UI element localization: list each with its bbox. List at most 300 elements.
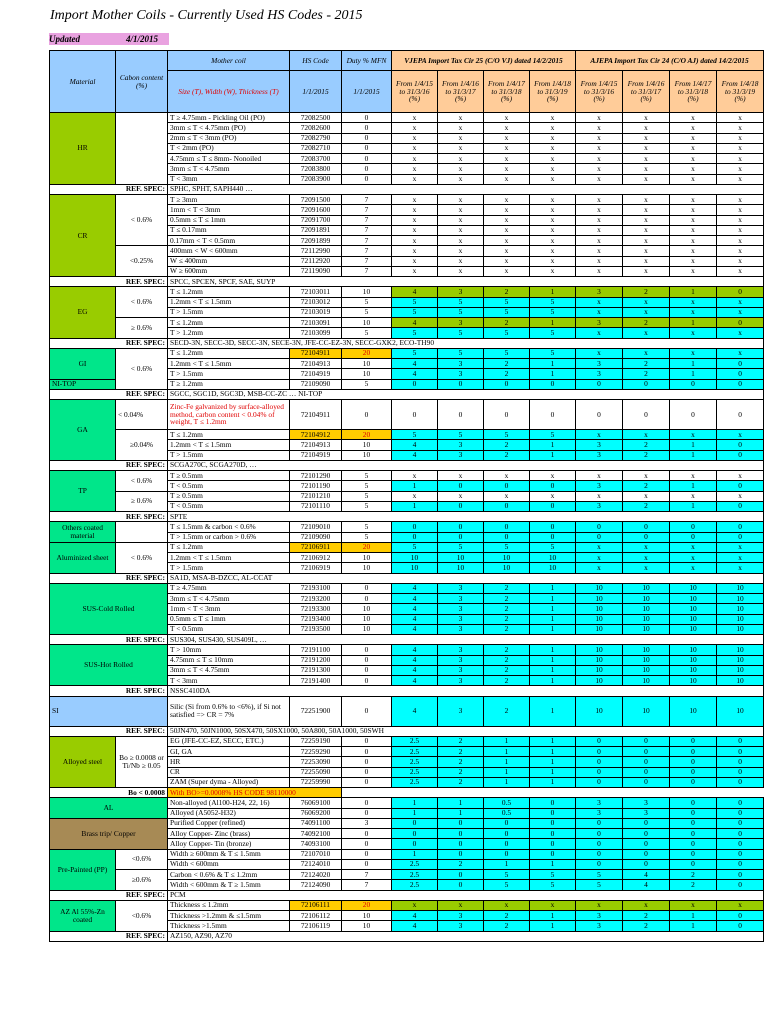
table-cell: x (576, 256, 623, 266)
table-cell: x (530, 266, 576, 276)
table-cell: 0 (530, 798, 576, 808)
table-cell: 4 (392, 604, 438, 614)
table-cell: x (623, 154, 670, 164)
table-cell: 10 (342, 369, 392, 379)
ref-spec-row (50, 635, 764, 645)
table-cell: 72109090 (290, 532, 342, 542)
table-cell: 7 (342, 215, 392, 225)
table-cell: x (670, 297, 717, 307)
table-cell: 5 (342, 481, 392, 491)
table-cell: x (623, 133, 670, 143)
table-cell: AZ150, AZ90, AZ70 (168, 931, 764, 941)
table-cell: x (717, 553, 764, 563)
table-cell: 0 (484, 400, 530, 430)
table-cell: 0 (342, 133, 392, 143)
updated-date: 4/1/2015 (126, 34, 159, 44)
ref-spec-row (50, 512, 764, 522)
ref-spec-label: REF. SPEC: (50, 890, 168, 900)
table-cell: 72259190 (290, 736, 342, 746)
group-cell: ≥ 0.6% (116, 318, 168, 339)
table-cell: 0 (717, 450, 764, 460)
table-cell: 3mm ≤ T < 4.75mm (168, 164, 290, 174)
table-cell: 1 (670, 921, 717, 931)
table-cell: 5 (342, 501, 392, 511)
table-cell: 0 (342, 143, 392, 153)
table-cell: 4.75mm ≤ T ≤ 8mm- Nonoiled (168, 154, 290, 164)
table-cell: 72193100 (290, 583, 342, 593)
table-cell: 72082500 (290, 113, 342, 123)
table-cell: 5 (438, 542, 484, 552)
ref-spec-row (50, 726, 764, 736)
table-cell: 5 (342, 328, 392, 338)
table-cell: 0 (717, 911, 764, 921)
table-cell: 2 (484, 676, 530, 686)
table-cell: 72112920 (290, 256, 342, 266)
table-cell: x (670, 164, 717, 174)
table-cell: 3 (576, 501, 623, 511)
table-cell: 2 (484, 665, 530, 675)
table-cell: 10 (623, 645, 670, 655)
table-cell: 72106919 (290, 563, 342, 573)
header-vjepa: VJEPA Import Tax Cir 25 (C/O VJ) dated 14/2/2015 (392, 51, 576, 71)
table-cell: x (623, 236, 670, 246)
table-cell: 2 (623, 450, 670, 460)
table-cell: 3 (438, 655, 484, 665)
table-cell: x (530, 205, 576, 215)
table-cell: T < 2mm (PO) (168, 143, 290, 153)
table-cell: x (623, 563, 670, 573)
table-cell: 0 (484, 522, 530, 532)
table-cell: x (530, 154, 576, 164)
table-cell: 2 (623, 440, 670, 450)
table-cell: 3 (438, 359, 484, 369)
table-cell: x (576, 154, 623, 164)
table-cell: 0 (342, 859, 392, 869)
table-cell: 1 (670, 369, 717, 379)
table-cell: 72109090 (290, 379, 342, 389)
table-cell: 1 (530, 777, 576, 787)
table-cell: 0 (342, 583, 392, 593)
header-duty: Duty % MFN (342, 51, 392, 71)
table-cell: 7 (342, 880, 392, 890)
table-cell: 1 (392, 849, 438, 859)
table-cell: 0 (623, 859, 670, 869)
table-cell: x (530, 246, 576, 256)
table-cell: 5 (484, 542, 530, 552)
table-cell: x (623, 553, 670, 563)
group-cell: Alloyed steel (50, 736, 116, 787)
table-cell: x (670, 256, 717, 266)
table-cell: x (576, 430, 623, 440)
table-cell: 1 (484, 777, 530, 787)
table-cell: 2 (484, 645, 530, 655)
table-cell: x (576, 471, 623, 481)
table-cell: 5 (530, 297, 576, 307)
table-cell: 10 (392, 553, 438, 563)
table-row (50, 645, 764, 655)
table-cell: 1 (670, 911, 717, 921)
table-cell: 0 (342, 174, 392, 184)
table-cell: x (717, 348, 764, 358)
table-cell: 0 (576, 757, 623, 767)
table-cell: x (717, 113, 764, 123)
table-cell: x (484, 123, 530, 133)
table-cell: x (717, 563, 764, 573)
table-cell: x (530, 225, 576, 235)
table-cell: x (576, 164, 623, 174)
table-cell: 0 (717, 736, 764, 746)
table-cell: x (717, 123, 764, 133)
table-cell: 72103012 (290, 297, 342, 307)
group-cell: < 0.6% (116, 471, 168, 492)
table-cell: T ≤ 1.2mm (168, 287, 290, 297)
table-cell: 2.5 (392, 870, 438, 880)
table-cell: x (438, 123, 484, 133)
table-cell: 1 (530, 624, 576, 634)
table-cell: x (484, 225, 530, 235)
table-cell: x (717, 430, 764, 440)
table-cell: 0 (670, 839, 717, 849)
table-cell: 10 (623, 604, 670, 614)
table-cell: x (484, 174, 530, 184)
table-cell: x (484, 256, 530, 266)
group-cell: TP (50, 471, 116, 512)
table-cell: 72109010 (290, 522, 342, 532)
table-cell: 72107010 (290, 849, 342, 859)
table-cell: 0 (623, 767, 670, 777)
table-cell: 1 (530, 440, 576, 450)
table-cell: 4.75mm ≤ T ≤ 10mm (168, 655, 290, 665)
table-cell: 10 (623, 614, 670, 624)
table-cell: x (623, 297, 670, 307)
group-cell: <0.6% (116, 849, 168, 870)
table-cell: 5 (530, 542, 576, 552)
table-cell: x (670, 348, 717, 358)
table-cell: x (670, 154, 717, 164)
group-cell: Brass trip/ Copper (50, 818, 168, 849)
table-cell: 5 (530, 328, 576, 338)
table-cell: 2 (484, 318, 530, 328)
table-row (50, 522, 764, 532)
table-cell: x (392, 195, 438, 205)
table-cell: x (623, 491, 670, 501)
table-cell: 3 (576, 287, 623, 297)
table-cell: 4 (392, 440, 438, 450)
table-cell: 5 (392, 297, 438, 307)
table-cell: 4 (392, 921, 438, 931)
table-cell: x (670, 328, 717, 338)
table-cell: 3 (438, 318, 484, 328)
table-cell: 1 (670, 287, 717, 297)
table-cell: 2 (484, 450, 530, 460)
table-cell: 1mm < T < 3mm (168, 205, 290, 215)
group-cell: <0.6% (116, 900, 168, 931)
table-cell: 0 (717, 808, 764, 818)
ref-spec-label: REF. SPEC: (50, 726, 168, 736)
table-cell: Width ≥ 600mm & T ≤ 1.5mm (168, 849, 290, 859)
table-cell: x (576, 113, 623, 123)
table-cell: 3 (438, 911, 484, 921)
table-cell: T ≤ 1.2mm (168, 318, 290, 328)
table-cell: 0 (530, 379, 576, 389)
table-cell: < 0.04% (116, 400, 168, 430)
table-cell: x (392, 113, 438, 123)
table-cell: 5 (530, 430, 576, 440)
table-cell: 5 (484, 430, 530, 440)
table-cell: 0 (576, 849, 623, 859)
table-cell: 72091899 (290, 236, 342, 246)
table-cell: 0.5mm ≤ T ≤ 1mm (168, 215, 290, 225)
table-cell: Thickness ≤ 1.2mm (168, 900, 290, 910)
table-cell: 5 (438, 328, 484, 338)
table-cell: SPTE (168, 512, 764, 522)
table-cell: x (438, 471, 484, 481)
table-cell: 0 (438, 522, 484, 532)
table-cell: 5 (342, 522, 392, 532)
header-size-note: Size (T), Width (W), Thickness (T) (168, 71, 290, 113)
table-cell: x (623, 266, 670, 276)
table-cell: x (392, 236, 438, 246)
table-cell: 0 (342, 747, 392, 757)
table-cell: 0 (717, 829, 764, 839)
table-cell: 72124020 (290, 870, 342, 880)
table-cell: 0 (670, 818, 717, 828)
table-cell: x (438, 164, 484, 174)
header-hs-code: HS Code (290, 51, 342, 71)
table-cell: 0 (717, 400, 764, 430)
table-cell: 0 (484, 818, 530, 828)
table-cell: 0 (670, 798, 717, 808)
table-cell: 0 (530, 849, 576, 859)
group-cell: SUS-Hot Rolled (50, 645, 168, 686)
table-cell: x (392, 164, 438, 174)
table-cell: 5 (530, 307, 576, 317)
table-cell: 1 (530, 450, 576, 460)
group-cell: GA (50, 400, 116, 461)
table-cell: 50JN470, 50JN1000, 50SX470, 50SX1000, 50A800, 50A1000, 50SWH (168, 726, 764, 736)
header-period-8: From 1/4/18 to 31/3/19 (%) (717, 71, 764, 113)
table-cell: Thickness >1.5mm (168, 921, 290, 931)
table-cell: x (438, 491, 484, 501)
table-cell: x (576, 236, 623, 246)
table-cell: x (392, 246, 438, 256)
table-cell: x (576, 246, 623, 256)
table-cell: x (670, 266, 717, 276)
table-cell: x (576, 143, 623, 153)
table-cell: 0 (576, 818, 623, 828)
table-cell: 4 (392, 583, 438, 593)
table-cell: x (484, 164, 530, 174)
table-cell: 7 (342, 870, 392, 880)
table-cell: 0 (484, 379, 530, 389)
table-cell: 10 (576, 594, 623, 604)
table-cell: x (530, 174, 576, 184)
table-cell: T ≥ 4.75mm (168, 583, 290, 593)
table-cell: 4 (392, 369, 438, 379)
table-cell: 5 (392, 348, 438, 358)
table-cell: 0 (670, 379, 717, 389)
group-cell: Pre-Painted (PP) (50, 849, 116, 890)
table-cell: 5 (392, 328, 438, 338)
table-row (50, 736, 764, 746)
table-cell: x (670, 195, 717, 205)
table-cell: 1 (530, 594, 576, 604)
table-cell: x (392, 174, 438, 184)
table-cell: 1 (484, 767, 530, 777)
table-cell: 0 (484, 481, 530, 491)
table-cell: 0 (342, 164, 392, 174)
table-cell: 0 (717, 798, 764, 808)
group-cell: ≥0.6% (116, 870, 168, 891)
table-cell: 5 (392, 307, 438, 317)
table-cell: 0 (438, 870, 484, 880)
table-cell: x (438, 236, 484, 246)
ref-spec-label: REF. SPEC: (50, 277, 168, 287)
table-cell: 72104913 (290, 359, 342, 369)
table-cell: T ≥ 4.75mm - Pickling Oil (PO) (168, 113, 290, 123)
table-cell: x (484, 195, 530, 205)
table-cell: 0 (484, 839, 530, 849)
table-cell: 0 (717, 818, 764, 828)
table-cell: 4 (392, 696, 438, 726)
table-cell: 0 (342, 849, 392, 859)
table-cell: 1 (530, 921, 576, 931)
table-cell: 0 (576, 379, 623, 389)
table-cell: 0 (392, 818, 438, 828)
table-cell: 4 (392, 594, 438, 604)
table-cell: Thickness >1.2mm & ≤1.5mm (168, 911, 290, 921)
table-cell: x (438, 215, 484, 225)
table-cell: 0 (484, 532, 530, 542)
table-cell: 72106119 (290, 921, 342, 931)
table-cell: x (392, 205, 438, 215)
table-cell: x (670, 553, 717, 563)
table-cell: 3 (576, 808, 623, 818)
table-cell: 10 (342, 440, 392, 450)
table-cell: 3 (438, 614, 484, 624)
table-cell: 3 (576, 450, 623, 460)
table-cell: 10 (717, 676, 764, 686)
group-cell: AZ Al 55%-Zn coated (50, 900, 116, 931)
table-cell: 1 (530, 287, 576, 297)
table-cell: x (717, 215, 764, 225)
table-cell: 0 (576, 532, 623, 542)
table-cell: 1 (438, 808, 484, 818)
table-cell: 5 (342, 471, 392, 481)
table-cell: 0 (530, 400, 576, 430)
table-cell: 2.5 (392, 747, 438, 757)
table-cell: x (484, 246, 530, 256)
table-cell: 5 (484, 328, 530, 338)
table-cell: 10 (576, 696, 623, 726)
table-cell: x (670, 307, 717, 317)
table-cell: 1 (670, 450, 717, 460)
table-cell: 0 (576, 400, 623, 430)
table-cell: 0 (342, 400, 392, 430)
header-period-2: From 1/4/16 to 31/3/17 (%) (438, 71, 484, 113)
table-cell: 0 (530, 818, 576, 828)
table-cell: 10 (623, 583, 670, 593)
table-cell: x (438, 154, 484, 164)
table-cell: T ≤ 0.17mm (168, 225, 290, 235)
table-cell: x (576, 195, 623, 205)
table-cell: T > 1.5mm (168, 369, 290, 379)
table-cell: 0 (576, 839, 623, 849)
table-cell: 0 (717, 849, 764, 859)
header-period-5: From 1/4/15 to 31/3/16 (%) (576, 71, 623, 113)
table-cell: 10 (342, 614, 392, 624)
table-cell: 10 (670, 614, 717, 624)
table-cell: 72106911 (290, 542, 342, 552)
table-cell: 72091600 (290, 205, 342, 215)
table-cell: T ≥ 1.2mm (168, 379, 290, 389)
group-cell: < 0.6% (116, 195, 168, 246)
table-cell: W ≤ 400mm (168, 256, 290, 266)
table-cell: 72253090 (290, 757, 342, 767)
table-cell: 1 (530, 359, 576, 369)
table-cell: x (623, 307, 670, 317)
table-cell (342, 788, 764, 798)
table-row (50, 818, 764, 828)
table-cell: 0 (717, 379, 764, 389)
table-cell: 10 (670, 594, 717, 604)
table-cell: 0 (623, 747, 670, 757)
table-cell: 0 (438, 400, 484, 430)
table-cell: 1 (392, 808, 438, 818)
ref-spec-row (50, 788, 764, 798)
table-cell: 72124010 (290, 859, 342, 869)
table-cell: x (484, 143, 530, 153)
table-cell: 10 (484, 563, 530, 573)
table-cell: 4 (392, 359, 438, 369)
table-cell: 0 (438, 829, 484, 839)
table-cell: 4 (392, 624, 438, 634)
table-cell: x (530, 133, 576, 143)
table-cell: 2.5 (392, 757, 438, 767)
table-cell: 72104911 (290, 400, 342, 430)
table-cell: 0 (670, 808, 717, 818)
table-cell: T ≤ 1.5mm & carbon < 0.6% (168, 522, 290, 532)
table-cell: x (576, 563, 623, 573)
table-row (50, 583, 764, 593)
table-cell: 0 (717, 440, 764, 450)
table-cell: 72101290 (290, 471, 342, 481)
table-cell: T ≤ 1.2mm (168, 348, 290, 358)
table-cell: x (438, 246, 484, 256)
table-cell: 4 (392, 911, 438, 921)
table-cell: 10 (670, 665, 717, 675)
table-cell: 0 (623, 757, 670, 767)
table-cell: x (438, 195, 484, 205)
table-cell: 5 (392, 430, 438, 440)
table-cell: ZAM (Super dyma - Alloyed) (168, 777, 290, 787)
table-cell: 3 (342, 818, 392, 828)
table-cell: 72106111 (290, 900, 342, 910)
table-cell: x (438, 143, 484, 153)
table-cell: 2 (623, 369, 670, 379)
table-cell: 2 (484, 359, 530, 369)
table-row (50, 430, 764, 440)
table-cell: 72112990 (290, 246, 342, 256)
table-cell: 5 (484, 297, 530, 307)
header-mother-coil: Mother coil (168, 51, 290, 71)
table-cell: x (530, 113, 576, 123)
table-cell: x (438, 256, 484, 266)
ref-spec-label: REF. SPEC: (50, 931, 168, 941)
table-cell: 2 (438, 747, 484, 757)
table-cell: 4 (392, 614, 438, 624)
table-row (50, 400, 764, 430)
